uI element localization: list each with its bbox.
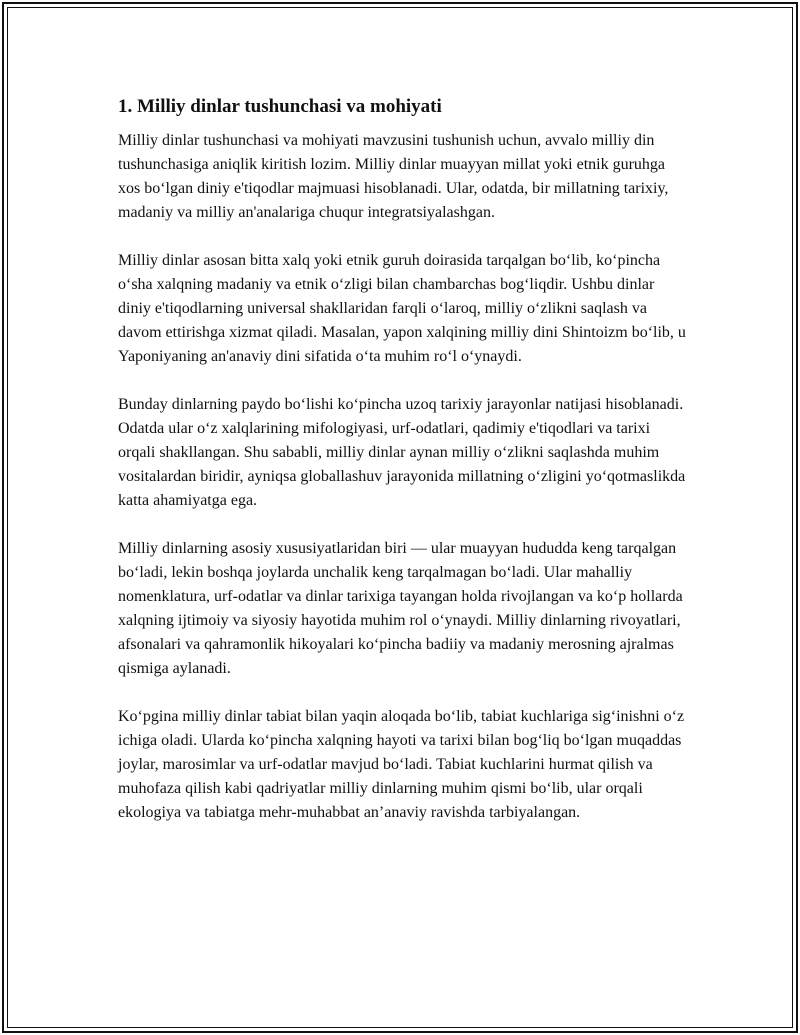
paragraph-1: Milliy dinlar tushunchasi va mohiyati mavzusini tushunish uchun, avvalo milliy din tushunchasiga aniqlik kiritish lozim. Milliy dinlar muayyan millat yoki etnik guruhga xos bo‘lgan diniy e'tiqodlar majmuasi hisoblanadi. Ular, odatda, bir millatning tarixiy, madaniy va milliy an'analariga chuqur integratsiyalashgan. <box>118 132 669 221</box>
paragraph-5: Ko‘pgina milliy dinlar tabiat bilan yaqin aloqada bo‘lib, tabiat kuchlariga sig‘inishni o‘z ichiga oladi. Ularda ko‘pincha xalqning hayoti va tarixi bilan bog‘liq bo‘lgan muqaddas joylar, marosimlar va urf-odatlar mavjud bo‘ladi. Tabiat kuchlarini hurmat qilish va muhofaza qilish kabi qadriyatlar milliy dinlarning muhim qismi bo‘lib, ular orqali ekologiya va tabiatga mehr-muhabbat an’anaviy ravishda tarbiyalangan. <box>118 708 685 821</box>
section-heading: 1. Milliy dinlar tushunchasi va mohiyati <box>118 96 442 117</box>
paragraph-4: Milliy dinlarning asosiy xususiyatlaridan biri — ular muayyan hududda keng tarqalgan bo‘ladi, lekin boshqa joylarda unchalik keng tarqalmagan bo‘ladi. Ular mahalliy nomenklatura, urf-odatlar va dinlar tarixiga tayangan holda rivojlangan va ko‘p hollarda xalqning ijtimoiy va siyosiy hayotida muhim rol o‘ynaydi. Milliy dinlarning rivoyatlari, afsonalari va qahramonlik hikoyalari ko‘pincha badiiy va madaniy merosning ajralmas qismiga aylanadi. <box>118 540 683 677</box>
paragraph-2: Milliy dinlar asosan bitta xalq yoki etnik guruh doirasida tarqalgan bo‘lib, ko‘pincha o‘sha xalqning madaniy va etnik o‘zligi bilan chambarchas bog‘liqdir. Ushbu dinlar diniy e'tiqodlarning universal shakllaridan farqli o‘laroq, milliy o‘zlikni saqlash va davom ettirishga xizmat qiladi. Masalan, yapon xalqining milliy dini Shintoizm bo‘lib, u Yaponiyaning an'anaviy dini sifatida o‘ta muhim ro‘l o‘ynaydi. <box>118 252 686 365</box>
document-body <box>118 93 688 849</box>
paragraph-3: Bunday dinlarning paydo bo‘lishi ko‘pincha uzoq tarixiy jarayonlar natijasi hisoblanadi. Odatda ular o‘z xalqlarining mifologiyasi, urf-odatlari, qadimiy e'tiqodlari va tarixi orqali shakllangan. Shu sababli, milliy dinlar aynan milliy o‘zlikni saqlashda muhim vositalardan biridir, ayniqsa globallashuv jarayonida millatning o‘zligini yo‘qotmaslikda katta ahamiyatga ega. <box>118 396 686 509</box>
